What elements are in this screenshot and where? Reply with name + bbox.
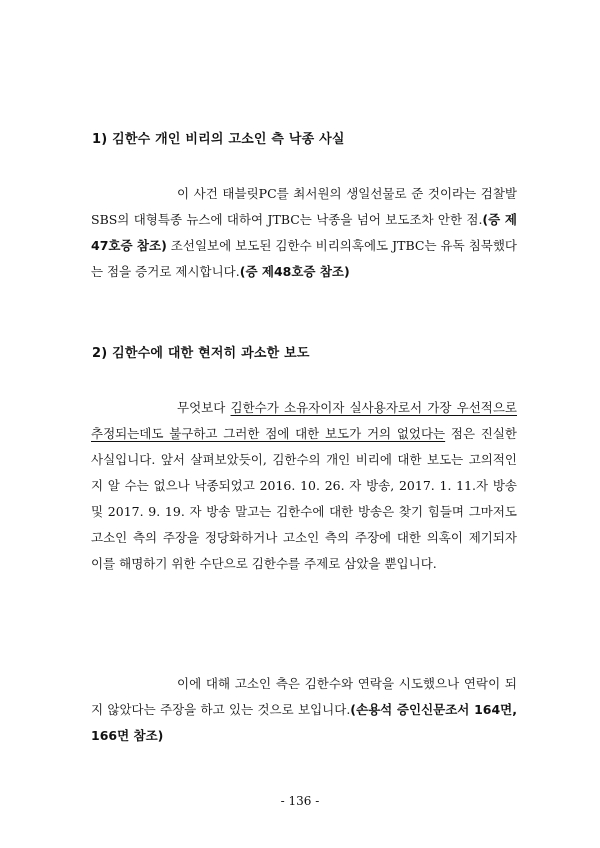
section-2-text-lead: 무엇보다 [177, 400, 231, 415]
section-2-heading: 2) 김한수에 대한 현저히 과소한 보도 [92, 346, 310, 361]
section-1-paragraph [91, 181, 517, 285]
section-1-heading: 1) 김한수 개인 비리의 고소인 측 낙종 사실 [92, 132, 345, 147]
underlined-claim: 김한수가 소유자이자 실사용자로서 가장 우선적으로 추정되는데도 불구하고 그러한 점에 대한 보도가 거의 없었다는 [91, 400, 517, 441]
section-2-paragraph-1 [91, 395, 517, 577]
section-1-text: 이 사건 태블릿PC를 최서원의 생일선물로 준 것이라는 검찰발 SBS의 대형특종 뉴스에 대하여 JTBC는 낙종을 넘어 보도조차 안한 점. [91, 186, 517, 227]
page-number: - 136 - [280, 794, 320, 808]
section-2-text: 점은 진실한 사실입니다. 앞서 살펴보았듯이, 김한수의 개인 비리에 대한 보도는 고의적인지 알 수는 없으나 낙종되었고 2016. 10. 26. 자 방송, 2017. 1. 11.자 방송 및 2017. 9. 19. 자 방송 말고는 김한수에 대한 방송은 찾기 힘들며 그마저도 고소인 측의 주장을 정당화하거나 고소인 측의 주장에 대한 의혹이 제기되자 이를 해명하기 위한 수단으로 김한수를 주제로 삼았을 뿐입니다. [91, 426, 517, 571]
section-1-text-cont: 조선일보에 보도된 김한수 비리의혹에도 JTBC는 유독 침묵했다는 점을 증거로 제시합니다. [91, 238, 517, 279]
witness-record-ref: (손용석 증인신문조서 164면, 166면 참조) [91, 702, 517, 743]
evidence-ref-48: (증 제48호증 참조) [239, 264, 350, 279]
section-2-para-2-text: 이에 대해 고소인 측은 김한수와 연락을 시도했으나 연락이 되지 않았다는 주장을 하고 있는 것으로 보입니다. [91, 676, 517, 717]
section-2-paragraph-2 [91, 671, 517, 749]
evidence-ref-47: (증 제47호증 참조) [91, 212, 517, 253]
